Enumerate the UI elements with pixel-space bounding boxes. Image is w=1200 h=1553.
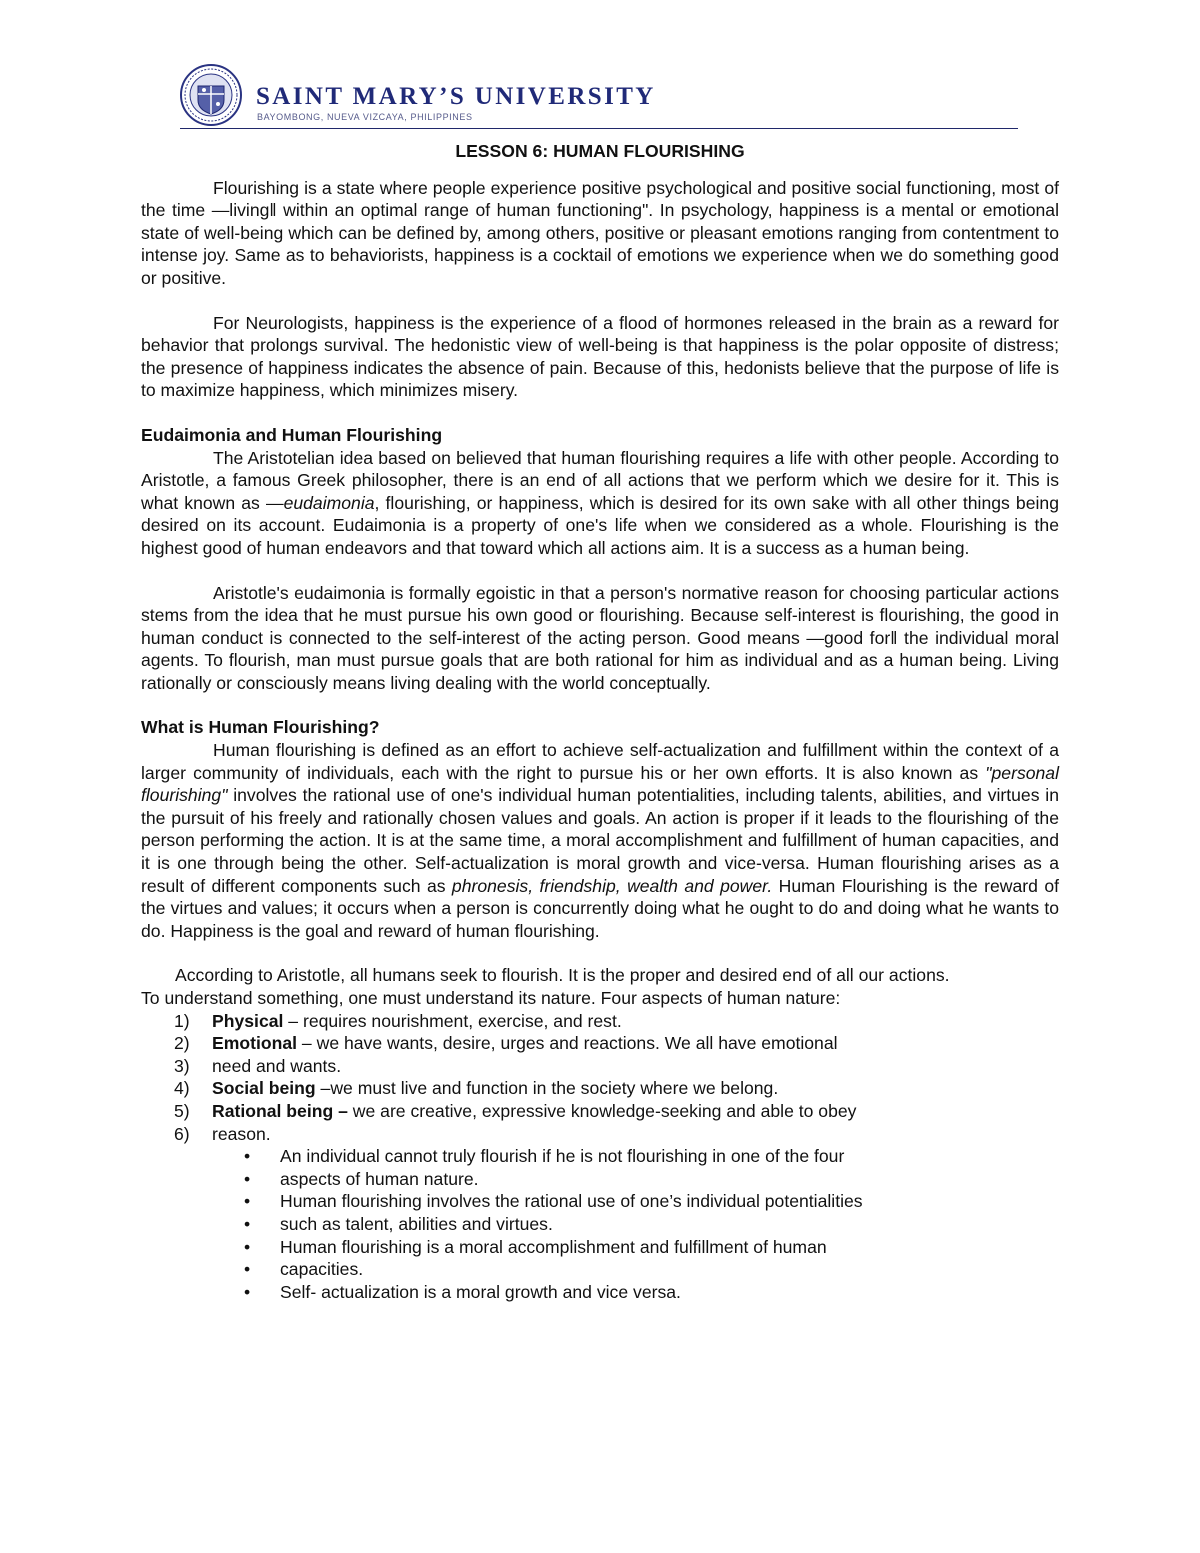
list-item: 6) reason.	[174, 1123, 271, 1144]
bullet-item: • An individual cannot truly flourish if he is not flourishing in one of the four	[244, 1146, 845, 1167]
aspects-list	[141, 1010, 1059, 1146]
summary-bullets	[141, 1145, 1059, 1303]
eudaimonia-paragraph-2: Aristotle's eudaimonia is formally egoistic in that a person's normative reason for choosing particular actions stems from the idea that he must pursue his own good or flourishing. Because self-interest is flourishing, the good in human conduct is connected to the self-interest of the acting person. Good means ―good for‖ the individual moral agents. To flourish, man must pursue goals that are both rational for him as individual and as a human being. Living rationally or consciously means living dealing with the world conceptually.	[141, 582, 1059, 693]
spacer	[141, 560, 1059, 582]
spacer	[141, 402, 1059, 424]
section-heading-eudaimonia: Eudaimonia and Human Flourishing	[141, 424, 443, 445]
bullet-icon: •	[244, 1168, 251, 1189]
bullet-icon: •	[244, 1213, 251, 1234]
spacer	[141, 694, 1059, 716]
list-item: 1) Physical – requires nourishment, exercise, and rest.	[174, 1010, 622, 1031]
spacer	[141, 942, 1059, 964]
lesson-title: LESSON 6: HUMAN FLOURISHING	[455, 141, 745, 161]
letterhead	[180, 64, 1018, 130]
list-item: 4) Social being –we must live and function in the society where we belong.	[174, 1078, 779, 1099]
spacer	[141, 290, 1059, 312]
bullet-icon: •	[244, 1191, 251, 1212]
list-item: 2) Emotional – we have wants, desire, urges and reactions. We all have emotional	[174, 1033, 838, 1054]
bullet-icon: •	[244, 1259, 251, 1280]
bullet-item: • Self- actualization is a moral growth and vice versa.	[244, 1281, 681, 1302]
aristotle-line-1: According to Aristotle, all humans seek to flourish. It is the proper and desired end of all our actions.	[175, 965, 950, 986]
bullet-icon: •	[244, 1236, 251, 1257]
bullet-item: • aspects of human nature.	[244, 1168, 479, 1189]
document-body	[141, 140, 1059, 1303]
university-name: SAINT MARY’S UNIVERSITY	[256, 83, 656, 110]
list-item: 3) need and wants.	[174, 1055, 342, 1076]
aristotle-line-2: To understand something, one must understand its nature. Four aspects of human nature:	[141, 988, 841, 1008]
intro-paragraph-1: Flourishing is a state where people experience positive psychological and positive social functioning, most of the time ―living‖ within an optimal range of human functioning". In psychology, happiness is a mental or emotional state of well-being which can be defined by, among others, positive or pleasant emotions ranging from contentment to intense joy. Same as to behaviorists, happiness is a cocktail of emotions we experience when we do something good or positive.	[141, 177, 1059, 288]
intro-paragraph-2: For Neurologists, happiness is the experience of a flood of hormones released in the brain as a reward for behavior that prolongs survival. The hedonistic view of well-being is that happiness is the polar opposite of distress; the presence of happiness indicates the absence of pain. Because of this, hedonists believe that the purpose of life is to maximize happiness, which minimizes misery.	[141, 312, 1059, 401]
header-divider	[180, 128, 1018, 129]
bullet-item: • Human flourishing involves the rational use of one’s individual potentialities	[244, 1191, 863, 1212]
bullet-item: • capacities.	[244, 1259, 364, 1280]
what-is-paragraph: Human flourishing is defined as an effort to achieve self-actualization and fulfillment within the context of a larger community of individuals, each with the right to pursue his or her own efforts. It is also known as "personal flourishing" involves the rational use of one's individual human potentialities, including talents, abilities, and virtues in the pursuit of his freely and rationally chosen values and goals. An action is proper if it leads to the flourishing of the person performing the action. It is at the same time, a moral accomplishment and fulfillment of human capacities, and it is one through being the other. Self-actualization is moral growth and vice-versa. Human flourishing arises as a result of different components such as phronesis, friendship, wealth and power. Human Flourishing is the reward of the virtues and values; it occurs when a person is concurrently doing what he ought to do and doing what he wants to do. Happiness is the goal and reward of human flourishing.	[141, 740, 1059, 941]
bullet-item: • such as talent, abilities and virtues.	[244, 1213, 553, 1234]
bullet-icon: •	[244, 1281, 251, 1302]
university-seal-logo	[180, 64, 242, 126]
eudaimonia-paragraph-1: The Aristotelian idea based on believed that human flourishing requires a life with other people. According to Aristotle, a famous Greek philosopher, there is an end of all actions that we perform which we desire for it. This is what known as ―eudaimonia, flourishing, or happiness, which is desired for its own sake with all other things being desired on its account. Eudaimonia is a property of one's life when we considered as a whole. Flourishing is the highest good of human endeavors and that toward which all actions aim. It is a success as a human being.	[141, 447, 1059, 558]
university-location: BAYOMBONG, NUEVA VIZCAYA, PHILIPPINES	[257, 112, 473, 122]
bullet-item: • Human flourishing is a moral accomplishment and fulfillment of human	[244, 1236, 827, 1257]
section-heading-what-is: What is Human Flourishing?	[141, 717, 380, 738]
bullet-icon: •	[244, 1146, 251, 1167]
list-item: 5) Rational being – we are creative, expressive knowledge-seeking and able to obey	[174, 1100, 857, 1121]
